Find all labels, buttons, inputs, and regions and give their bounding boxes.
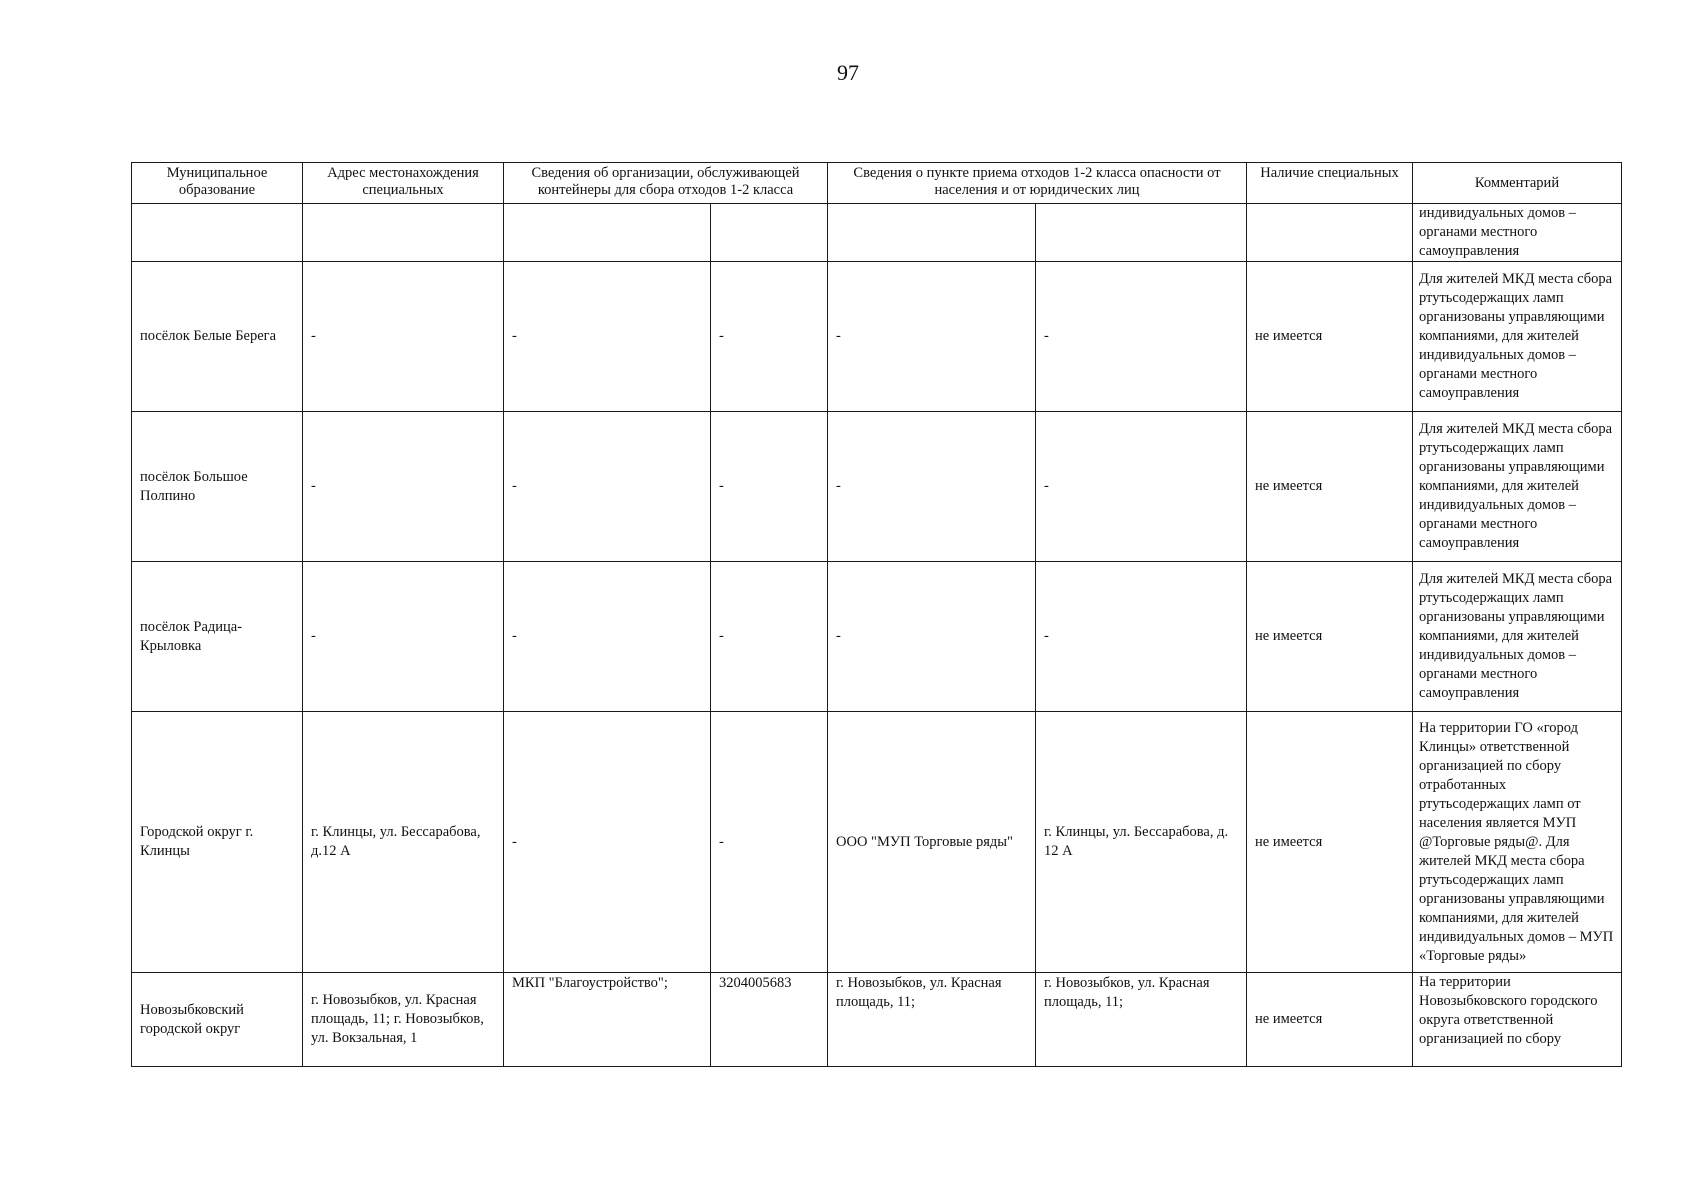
cell-municipality: посёлок Белые Берега <box>132 262 303 412</box>
cell-org-name: - <box>504 412 711 562</box>
cell-org-inn: - <box>711 712 828 973</box>
header-address: Адрес местонахождения специальных <box>303 163 504 204</box>
cell-comment: Для жителей МКД места сбора ртутьсодержащих ламп организованы управляющими компаниями, для жителей индивидуальных домов – органами местного самоуправления <box>1413 562 1622 712</box>
header-comment: Комментарий <box>1413 163 1622 204</box>
cell-org-inn: - <box>711 412 828 562</box>
cell-empty <box>303 204 504 262</box>
cell-org-name: - <box>504 712 711 973</box>
cell-point-name: - <box>828 412 1036 562</box>
cell-org-inn: - <box>711 562 828 712</box>
cell-empty <box>828 204 1036 262</box>
page-number: 97 <box>837 60 859 85</box>
cell-point-name: г. Новозыбков, ул. Красная площадь, 11; <box>828 973 1036 1067</box>
cell-availability: не имеется <box>1247 412 1413 562</box>
cell-point-name: ООО "МУП Торговые ряды" <box>828 712 1036 973</box>
cell-address: г. Клинцы, ул. Бессарабова, д.12 А <box>303 712 504 973</box>
cell-municipality: Новозыбковский городской округ <box>132 973 303 1067</box>
header-municipality: Муниципальное образование <box>132 163 303 204</box>
table-row-continuation <box>132 204 1622 262</box>
header-row <box>132 163 1622 204</box>
cell-empty <box>504 204 711 262</box>
cell-point-name: - <box>828 562 1036 712</box>
cell-comment: Для жителей МКД места сбора ртутьсодержащих ламп организованы управляющими компаниями, для жителей индивидуальных домов – органами местного самоуправления <box>1413 412 1622 562</box>
header-availability: Наличие специальных <box>1247 163 1413 204</box>
cell-address: г. Новозыбков, ул. Красная площадь, 11; г. Новозыбков, ул. Вокзальная, 1 <box>303 973 504 1067</box>
cell-comment: На территории Новозыбковского городского округа ответственной организацией по сбору <box>1413 973 1622 1067</box>
cell-org-name: - <box>504 562 711 712</box>
cell-municipality: посёлок Большое Полпино <box>132 412 303 562</box>
header-org-info: Сведения об организации, обслуживающей контейнеры для сбора отходов 1-2 класса <box>504 163 828 204</box>
cell-comment: Для жителей МКД места сбора ртутьсодержащих ламп организованы управляющими компаниями, для жителей индивидуальных домов – органами местного самоуправления <box>1413 262 1622 412</box>
table-row <box>132 973 1622 1067</box>
cell-org-inn: 3204005683 <box>711 973 828 1067</box>
cell-availability: не имеется <box>1247 973 1413 1067</box>
cell-address: - <box>303 412 504 562</box>
table-row <box>132 712 1622 973</box>
cell-point-address: г. Клинцы, ул. Бессарабова, д. 12 А <box>1036 712 1247 973</box>
cell-org-name: МКП "Благоустройство"; <box>504 973 711 1067</box>
cell-empty <box>132 204 303 262</box>
cell-org-inn: - <box>711 262 828 412</box>
cell-empty <box>711 204 828 262</box>
cell-point-address: - <box>1036 262 1247 412</box>
table-row <box>132 562 1622 712</box>
cell-availability: не имеется <box>1247 712 1413 973</box>
cell-address: - <box>303 262 504 412</box>
cell-empty <box>1247 204 1413 262</box>
cell-availability: не имеется <box>1247 562 1413 712</box>
cell-point-address: г. Новозыбков, ул. Красная площадь, 11; <box>1036 973 1247 1067</box>
cell-org-name: - <box>504 262 711 412</box>
cell-point-name: - <box>828 262 1036 412</box>
cell-empty <box>1036 204 1247 262</box>
header-point-info: Сведения о пункте приема отходов 1-2 класса опасности от населения и от юридических лиц <box>828 163 1247 204</box>
table-row <box>132 262 1622 412</box>
table-row <box>132 412 1622 562</box>
waste-collection-table <box>131 162 1622 1067</box>
cell-availability: не имеется <box>1247 262 1413 412</box>
cell-point-address: - <box>1036 412 1247 562</box>
cell-comment: индивидуальных домов – органами местного самоуправления <box>1413 204 1622 262</box>
cell-address: - <box>303 562 504 712</box>
cell-point-address: - <box>1036 562 1247 712</box>
cell-comment: На территории ГО «город Клинцы» ответственной организацией по сбору отработанных ртутьсодержащих ламп от населения является МУП @Торговые ряды@. Для жителей МКД места сбора ртутьсодержащих ламп организованы управляющими компаниями, для жителей индивидуальных домов – МУП «Торговые ряды» <box>1413 712 1622 973</box>
cell-municipality: Городской округ г. Клинцы <box>132 712 303 973</box>
cell-municipality: посёлок Радица-Крыловка <box>132 562 303 712</box>
